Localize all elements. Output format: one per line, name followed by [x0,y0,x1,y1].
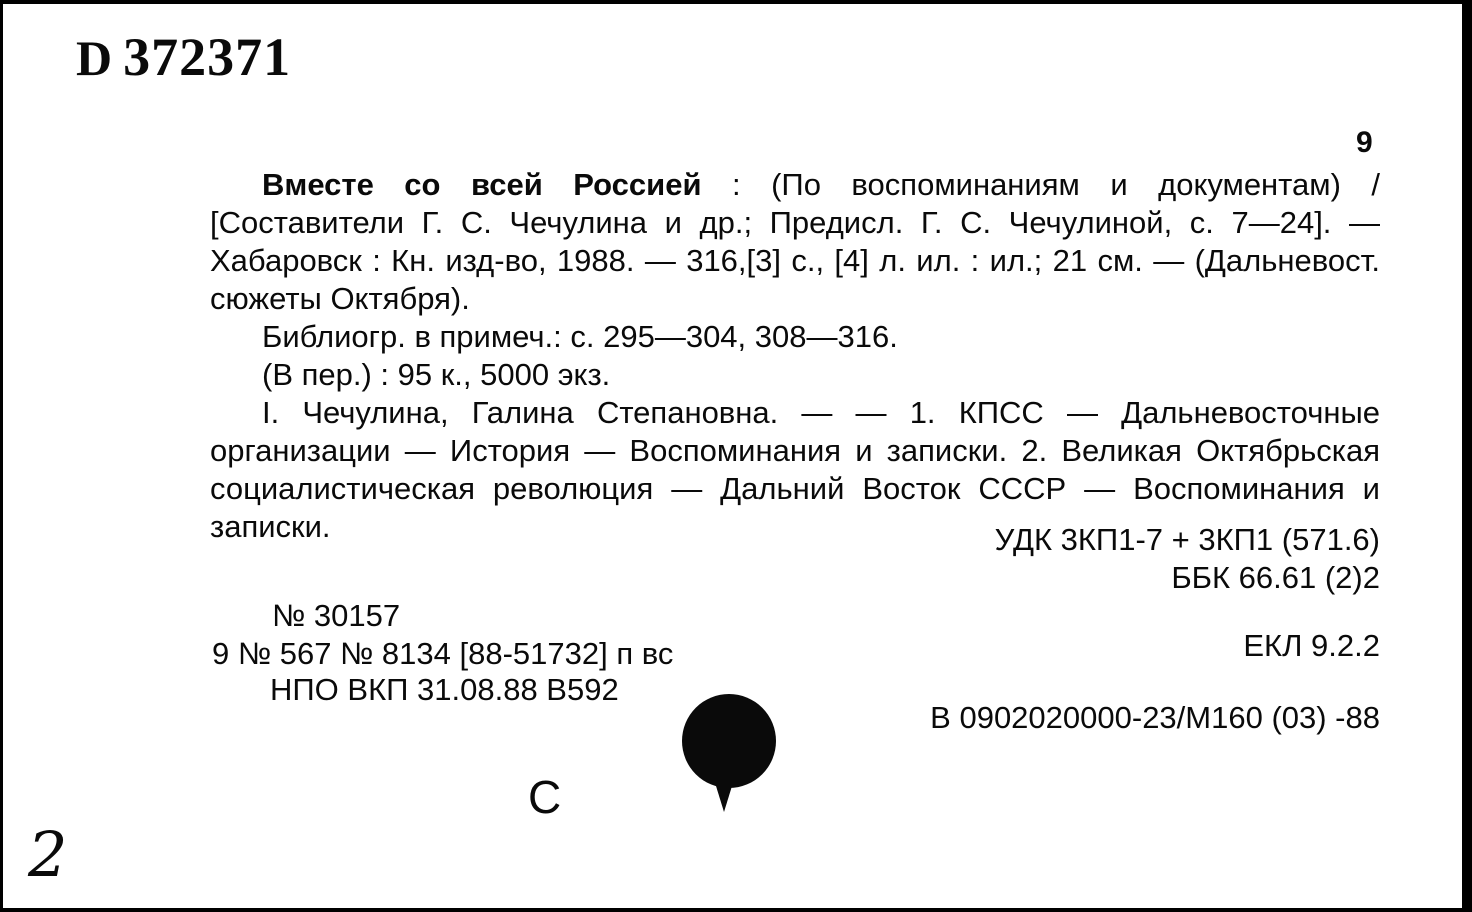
bibliographic-description [210,166,1380,318]
stamp-letter: С [528,771,562,823]
card-left-border [0,0,3,912]
price-note: (В пер.) : 95 к., 5000 экз. [262,357,611,392]
subject-headings: I. Чечулина, Галина Степановна. — — 1. КПСС — Дальневосточные организации — История — Воспоминания и записки. 2. Великая Октябрьская социалистическая революция — Дальний Восток СССР — Воспоминания и записки. [210,395,1380,544]
udk-code: УДК 3КП1-7 + 3КП1 (571.6) [994,522,1380,557]
record-number: № 30157 [272,598,401,633]
order-line: 9 № 567 № 8134 [88-51732] п вс [212,636,674,671]
punch-hole-tail [716,786,732,812]
card-body [210,166,1380,546]
card-right-border [1462,0,1472,912]
npo-line: НПО ВКП 31.08.88 В592 [270,672,619,707]
handwritten-mark: 2 [28,818,68,891]
bbk-code: ББК 66.61 (2)2 [1171,560,1380,595]
book-title: Вместе со всей Россией [262,167,702,202]
inventory-mark: D [76,30,114,86]
description-text: : (По воспоминаниям и документам) / [Составители Г. С. Чечулина и др.; Предисл. Г. С. Чечулиной, с. 7—24]. — Хабаровск : Кн. изд-во, 1988. — 316,[3] с., [4] л. ил. : ил.; 21 см. — (Дальневост. сюжеты Октября). [210,167,1380,316]
inventory-digits: 372371 [123,27,292,87]
card-top-border [0,0,1472,4]
punch-hole [682,694,776,788]
publication-code: В 0902020000-23/М160 (03) -88 [930,700,1380,735]
card-bottom-border [0,908,1472,912]
index-number: 9 [1356,126,1373,159]
bibliography-note: Библиогр. в примеч.: с. 295—304, 308—316. [262,319,898,354]
ekl-code: ЕКЛ 9.2.2 [1243,628,1380,663]
inventory-number [76,26,291,88]
